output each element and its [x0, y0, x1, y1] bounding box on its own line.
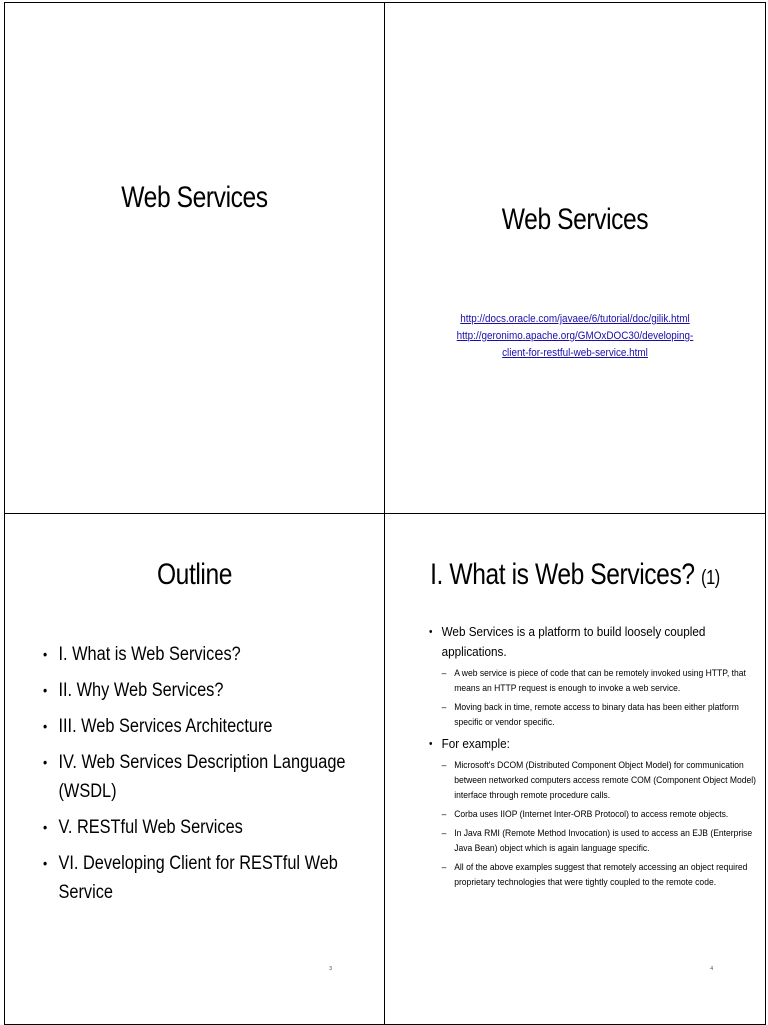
outline-item: • VI. Developing Client for RESTful Web Service	[43, 849, 369, 907]
sub-bullet-item: – In Java RMI (Remote Method Invocation) is used to access an EJB (Enterprise Java Bean) object which is again language specific.	[429, 826, 760, 856]
slide-content	[429, 622, 756, 894]
sub-bullet-item: – Moving back in time, remote access to binary data has been either platform specific or vendor specific.	[429, 700, 760, 730]
sub-bullet-item: – Corba uses IIOP (Internet Inter-ORB Protocol) to access remote objects.	[429, 807, 760, 822]
slide-title-number: (1)	[701, 567, 720, 589]
slide-title-text: I. What is Web Services?	[430, 558, 695, 591]
sub-bullet-item: – Microsoft's DCOM (Distributed Component Object Model) for communication between networked computers access remote COM (Component Object Model) interface through remote procedure calls.	[429, 758, 760, 803]
slide-2	[384, 2, 766, 514]
outline-item: • I. What is Web Services?	[43, 640, 369, 669]
oracle-tutorial-link[interactable]: http://docs.oracle.com/javaee/6/tutorial/doc/gilik.html	[460, 313, 690, 325]
bullet-item: • Web Services is a platform to build loosely coupled applications.	[429, 622, 747, 662]
slide-title: Web Services	[501, 203, 649, 236]
outline-item: • V. RESTful Web Services	[43, 813, 369, 842]
slide-title: Web Services	[121, 181, 268, 214]
reference-links	[440, 311, 710, 362]
page-number: 3	[329, 966, 332, 972]
slide-4	[384, 513, 766, 1025]
slide-title	[419, 558, 731, 592]
outline-item: • IV. Web Services Description Language (WSDL)	[43, 748, 369, 806]
slide-3	[4, 513, 385, 1025]
geronimo-link-line1[interactable]: http://geronimo.apache.org/GMOxDOC30/developing-	[456, 330, 694, 342]
geronimo-link-line2[interactable]: client-for-restful-web-service.html	[502, 347, 648, 359]
bullet-item: • For example:	[429, 734, 747, 754]
slide-1	[4, 2, 385, 514]
outline-list	[43, 640, 354, 914]
sub-bullet-item: – A web service is piece of code that can be remotely invoked using HTTP, that means an HTTP request is enough to invoke a web service.	[429, 666, 760, 696]
slide-title: Outline	[156, 558, 233, 591]
page-number: 4	[710, 966, 713, 972]
sub-bullet-item: – All of the above examples suggest that remotely accessing an object required proprietary technologies that were tightly coupled to the remote code.	[429, 860, 760, 890]
outline-item: • III. Web Services Architecture	[43, 712, 369, 741]
outline-item: • II. Why Web Services?	[43, 676, 369, 705]
